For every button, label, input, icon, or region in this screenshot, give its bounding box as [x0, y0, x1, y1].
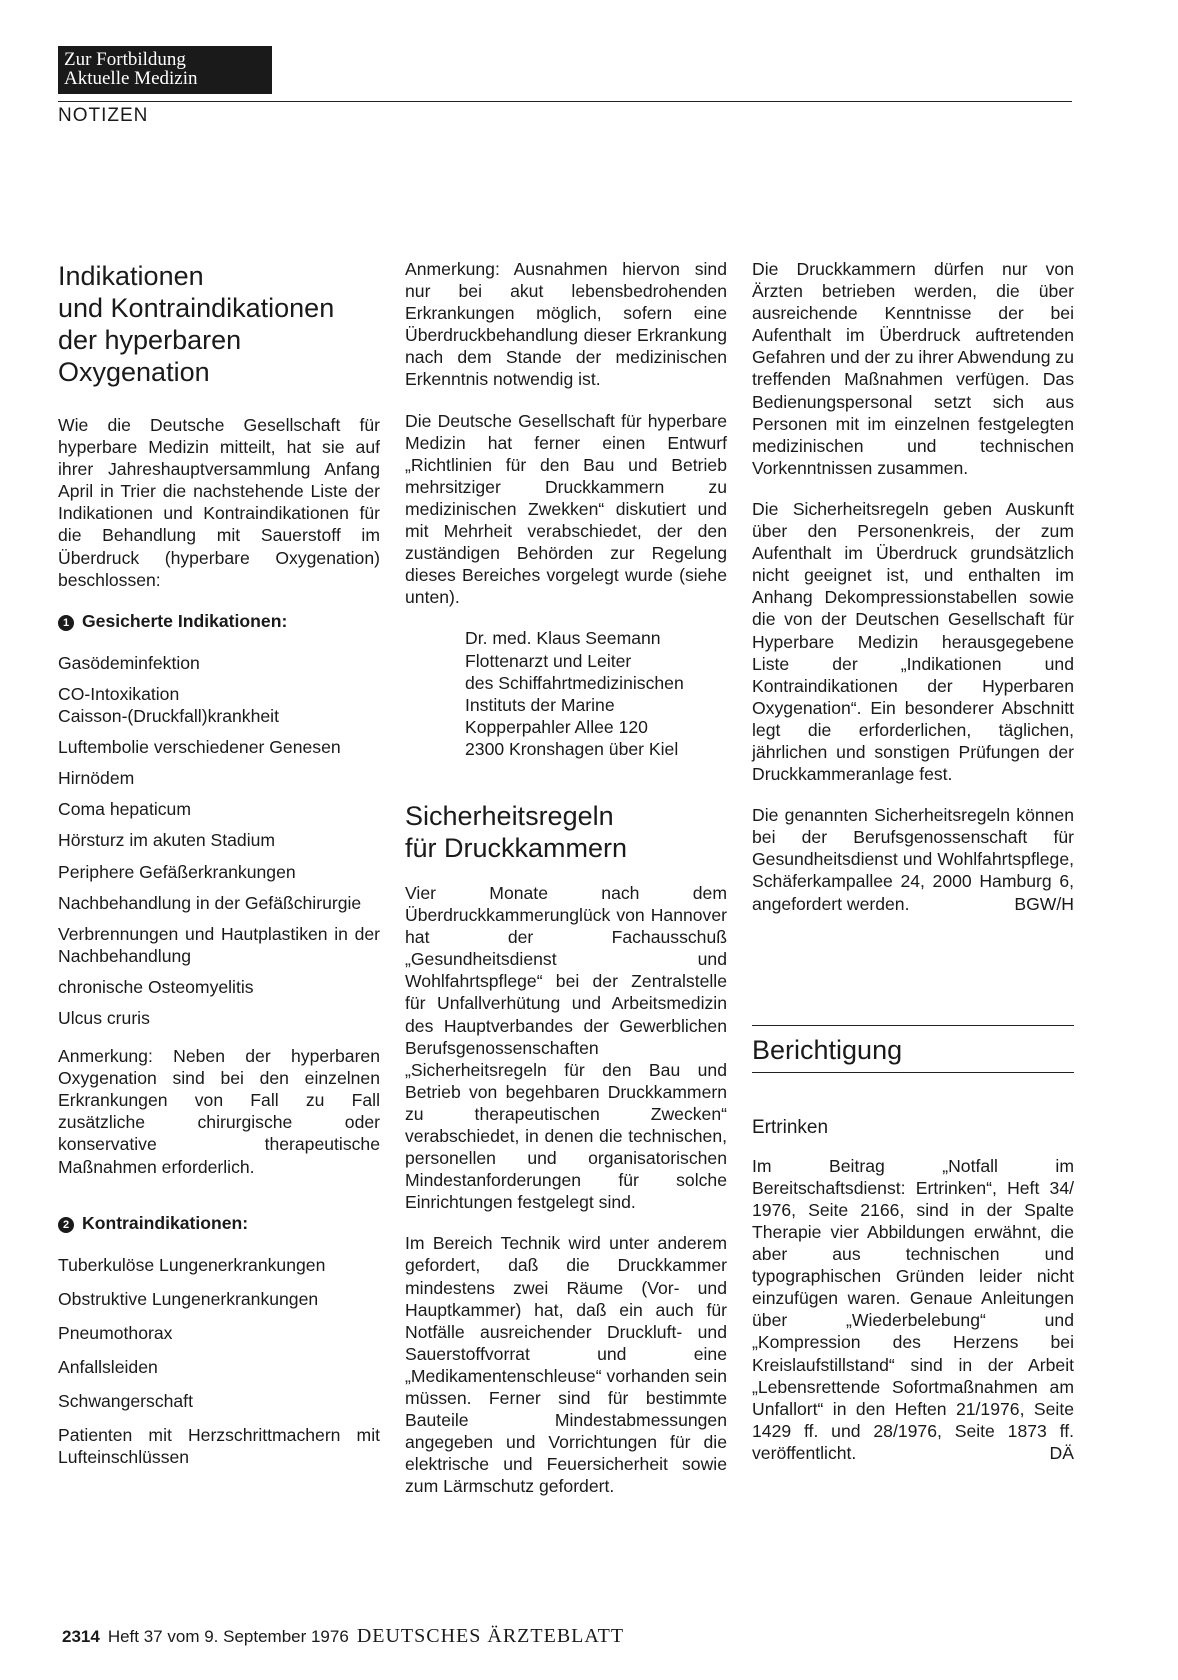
list-item: CO-Intoxikation — [58, 683, 180, 704]
list-item: Schwangerschaft — [58, 1391, 193, 1412]
list-item: Periphere Gefäßerkrankungen — [58, 861, 296, 882]
heading-text: Kontraindikationen: — [82, 1212, 249, 1233]
page-footer — [62, 1625, 624, 1648]
note-paragraph: Anmerkung: Ausnahmen hiervon sind nur bei akut lebensbedrohenden Erkrankungen möglich, sofern eine Überdruckbehandlung dieser Erkrankung nach dem Stande der medizinischen Erkenntnis notwendig ist. — [405, 259, 727, 390]
list-item: Verbrennungen und Hautplastiken in der Nachbehandlung — [58, 923, 380, 966]
note-paragraph: Anmerkung: Neben der hyperbaren Oxygenation sind bei den einzelnen Erkrankungen von Fall zu Fall zusätzliche chirurgische oder konservative therapeutische Maßnahmen erforderlich. — [58, 1046, 380, 1177]
body-paragraph: Die Druckkammern dürfen nur von Ärzten betrieben werden, die über ausreichende Kenntnisse der bei Aufenthalt im Überdruck auftretenden Gefahren und der zu ihrer Abwendung zu treffenden Maßnahmen verfügen. Das Bedienungspersonal setzt sich aus Personen mit im einzelnen festgelegten medizinischen und technischen Vorkenntnissen zusammen. — [752, 259, 1074, 478]
list-item: Tuberkulöse Lungenerkrankungen — [58, 1254, 326, 1275]
intro-paragraph: Wie die Deutsche Gesellschaft für hyperbare Medizin mitteilt, hat sie auf ihrer Jahreshauptversammlung Anfang April in Trier die nachstehende Liste der Indikationen und Kontraindikationen für die Behandlung mit Sauerstoff im Überdruck (hyperbare Oxygenation) beschlossen: — [58, 415, 380, 590]
list-item: Anfallsleiden — [58, 1357, 158, 1377]
list-item: Obstruktive Lungenerkrankungen — [58, 1288, 319, 1309]
list-item: Caisson-(Druckfall)krankheit — [58, 706, 279, 727]
article-title-berichtigung: Berichtigung — [752, 1034, 903, 1065]
signature: DÄ — [1049, 1442, 1074, 1463]
body-paragraph — [752, 1155, 1074, 1464]
list-item: Nachbehandlung in der Gefäßchirurgie — [58, 892, 362, 913]
list-item: Hirnödem — [58, 768, 135, 789]
tag-line-2: Aktuelle Medizin — [64, 68, 198, 89]
heading-text: Gesicherte Indikationen: — [82, 610, 288, 631]
article-title-sicherheitsregeln — [405, 800, 727, 864]
indications-heading — [58, 610, 380, 632]
number-badge: 2 — [58, 1217, 74, 1233]
page-number: 2314 — [62, 1627, 100, 1646]
author-line: 2300 Kronshagen über Kiel — [465, 738, 679, 759]
paragraph-text: Im Beitrag „Notfall im Bereitschaftsdienst: Ertrinken“, Heft 34/ 1976, Seite 2166, sind in der Spalte Therapie vier Abbildungen erwähnt, die aber aus technischen und typographischen Gründen leider nicht einzufügen waren. Genaue Anleitungen über „Wiederbelebung“ und „Kompression des Herzens bei Kreislaufstillstand“ sind in der Arbeit „Lebensrettende Sofortmaßnahmen am Unfallort“ in den Heften 21/1976, Seite 1429 ff. und 28/1976, Seite 1873 ff. veröffentlicht. — [752, 1155, 1074, 1463]
magazine-name: DEUTSCHES ÄRZTEBLATT — [356, 1625, 625, 1647]
list-item: Hörsturz im akuten Stadium — [58, 830, 276, 851]
body-paragraph — [752, 804, 1074, 914]
issue-info: Heft 37 vom 9. September 1976 — [107, 1627, 349, 1646]
list-item: Gasödeminfektion — [58, 652, 200, 673]
article-title-indikationen — [58, 260, 380, 388]
body-paragraph: Im Bereich Technik wird unter anderem gefordert, daß die Druckkammer mindestens zwei Räume (Vor- und Hauptkammer) hat, daß ein auch für Notfälle ausreichender Druckluft- und Sauerstoffvorrat und eine „Medikamentenschleuse“ vorhanden sein müssen. Ferner sind für bestimmte Bauteile Mindestabmessungen angegeben und Vorrichtungen für die elektrische und Feuersicherheit sowie zum Lärmschutz gefordert. — [405, 1233, 727, 1497]
list-item: Patienten mit Herzschrittmachern mit Lufteinschlüssen — [58, 1425, 380, 1468]
contraindications-heading — [58, 1212, 380, 1234]
header-rule — [58, 101, 1072, 102]
section-rule — [752, 1072, 1074, 1073]
author-line: des Schiffahrtmedizinischen — [465, 672, 684, 693]
column-1 — [58, 258, 380, 1477]
section-label: NOTIZEN — [58, 105, 149, 126]
column-3 — [752, 258, 1074, 1483]
article-subtitle: Ertrinken — [752, 1116, 829, 1138]
title-line: und Kontraindikationen — [58, 293, 335, 323]
list-item: chronische Osteomyelitis — [58, 976, 254, 997]
list-item: Pneumothorax — [58, 1322, 173, 1343]
title-line: Oxygenation — [58, 357, 210, 387]
column-2 — [405, 258, 727, 1517]
list-item: Coma hepaticum — [58, 799, 191, 820]
title-line: der hyperbaren — [58, 325, 242, 355]
author-line: Dr. med. Klaus Seemann — [465, 628, 661, 649]
list-item: Ulcus cruris — [58, 1007, 150, 1028]
author-block — [465, 627, 727, 760]
title-line: Sicherheitsregeln — [405, 800, 614, 831]
body-paragraph: Die Sicherheitsregeln geben Auskunft über den Personenkreis, der zum Aufenthalt im Überdruck grundsätzlich nicht geeignet ist, und enthalten im Anhang Dekompressionstabellen sowie die von der Deutschen Gesellschaft für Hyperbare Medizin herausgegebene Liste der „Indikationen und Kontraindikationen der Hyperbaren Oxygenation“. Ein besonderer Abschnitt legt die erforderlichen, täglichen, jährlichen und sonstigen Prüfungen der Druckkammeranlage fest. — [752, 498, 1074, 785]
author-line: Kopperpahler Allee 120 — [465, 716, 648, 737]
list-item: Luftembolie verschiedener Genesen — [58, 737, 341, 758]
body-paragraph: Die Deutsche Gesellschaft für hyperbare Medizin hat ferner einen Entwurf „Richtlinien für den Bau und Betrieb mehrsitziger Druckkammern zu medizinischen Zwekken“ diskutiert und mit Mehrheit verabschiedet, der den zuständigen Behörden zur Regelung dieses Bereiches vorgelegt wurde (siehe unten). — [405, 410, 727, 608]
author-line: Flottenarzt und Leiter — [465, 650, 632, 671]
title-line: für Druckkammern — [405, 832, 628, 863]
paragraph-text: Die genannten Sicherheitsregeln können bei der Berufsgenossenschaft für Gesundheitsdienst und Wohlfahrtspflege, Schäferkampallee 24, 2000 Hamburg 6, angefordert werden. — [752, 805, 1074, 914]
title-line: Indikationen — [58, 261, 204, 291]
body-paragraph: Vier Monate nach dem Überdruckkammerunglück von Hannover hat der Fachausschuß „Gesundheitsdienst und Wohlfahrtspflege“ bei der Zentralstelle für Unfallverhütung und Arbeitsmedizin des Hauptverbandes der Gewerblichen Berufsgenossenschaften „Sicherheitsregeln für den Bau und Betrieb von begehbaren Druckkammern zu therapeutischen Zwecken“ verabschiedet, in denen die technischen, personellen und organisatorischen Mindestanforderungen für solche Einrichtungen festgelegt sind. — [405, 882, 727, 1213]
tag-line-1: Zur Fortbildung — [64, 49, 186, 70]
number-badge: 1 — [58, 615, 74, 631]
author-line: Instituts der Marine — [465, 694, 615, 715]
section-tag — [58, 46, 272, 94]
signature: BGW/H — [1014, 893, 1074, 914]
